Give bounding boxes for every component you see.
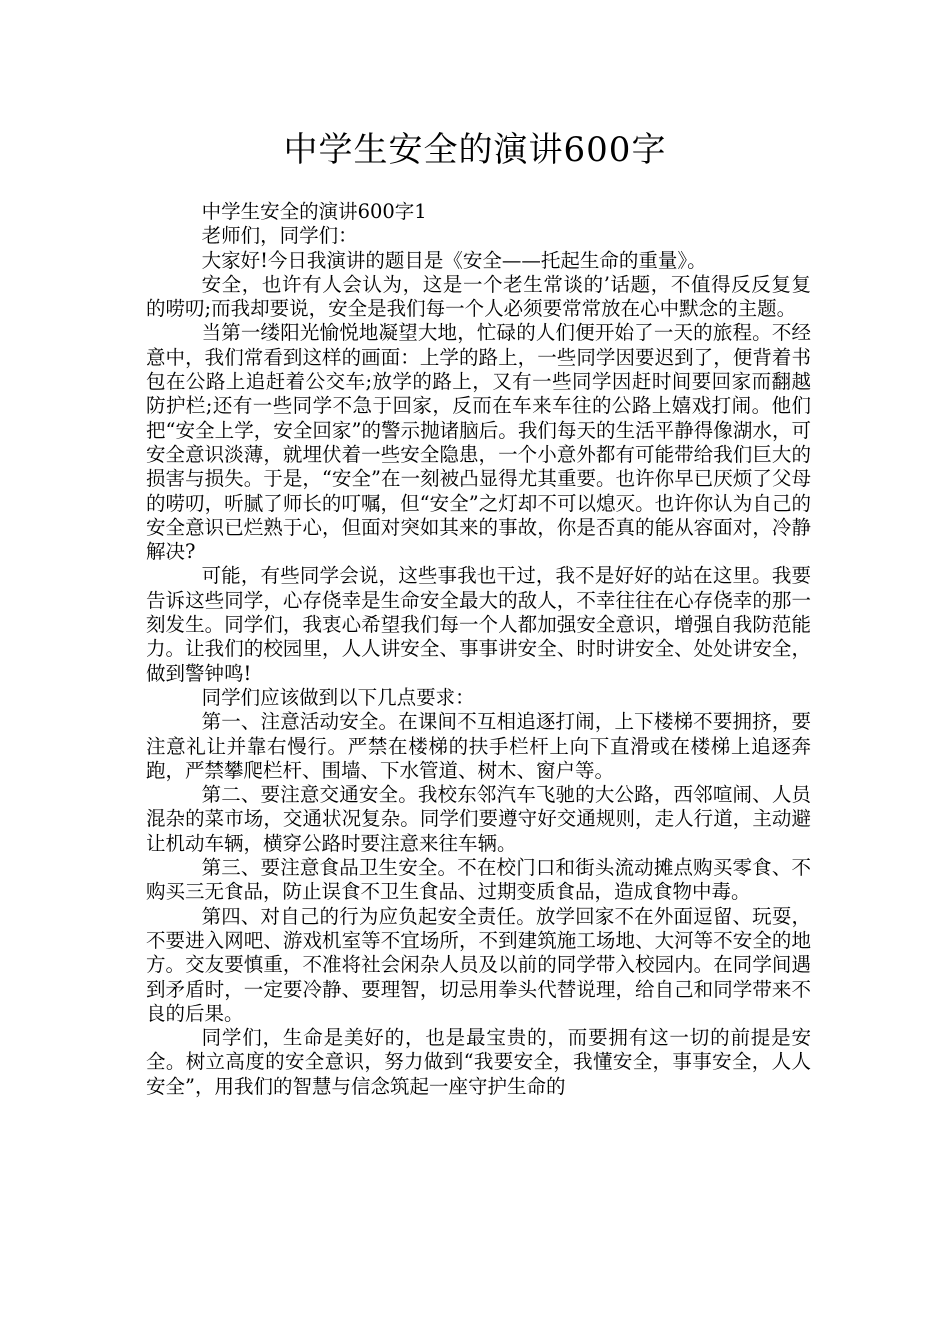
- paragraph-subtitle: 中学生安全的演讲600字1: [201, 200, 427, 223]
- document-title: 中学生安全的演讲600字: [283, 130, 667, 170]
- paragraph: 可能，有些同学会说，这些事我也干过，我不是好好的站在这里。我要告诉这些同学，心存侥幸是生命安全最大的敌人，不幸往往在心存侥幸的那一刻发生。同学们，我衷心希望我们每一个人都加强安全意识，增强自我防范能力。让我们的校园里，人人讲安全、事事讲安全、时时讲安全、处处讲安全，做到警钟鸣!: [146, 564, 811, 685]
- paragraph-rule-4: 第四、对自己的行为应负起安全责任。放学回家不在外面逗留、玩耍，不要进入网吧、游戏机室等不宜场所，不到建筑施工场地、大河等不安全的地方。交友要慎重，不准将社会闲杂人员及以前的同学带入校园内。在同学间遇到矛盾时，一定要冷静、要理智，切忌用拳头代替说理，给自己和同学带来不良的后果。: [146, 904, 811, 1025]
- paragraph-greeting: 大家好!今日我演讲的题目是《安全——托起生命的重量》。: [201, 248, 707, 272]
- document-body: [146, 200, 811, 1099]
- paragraph: 安全，也许有人会认为，这是一个老生常谈的’话题，不值得反反复复的唠叨;而我却要说，安全是我们每一个人必须要常常放在心中默念的主题。: [146, 272, 811, 321]
- paragraph: 同学们应该做到以下几点要求：: [201, 685, 475, 709]
- paragraph: 当第一缕阳光愉悦地凝望大地，忙碌的人们便开始了一天的旅程。不经意中，我们常看到这样的画面：上学的路上，一些同学因要迟到了，便背着书包在公路上追赶着公交车;放学的路上，又有一些同学因赶时间要回家而翻越防护栏;还有一些同学不急于回家，反而在车来车往的公路上嬉戏打闹。他们把“安全上学，安全回家”的警示抛诸脑后。我们每天的生活平静得像湖水，可安全意识淡薄，就埋伏着一些安全隐患，一个小意外都有可能带给我们巨大的损害与损失。于是，“安全”在一刻被凸显得尤其重要。也许你早已厌烦了父母的唠叨，听腻了师长的叮嘱，但“安全”之灯却不可以熄灭。也许你认为自己的安全意识已烂熟于心，但面对突如其来的事故，你是否真的能从容面对，冷静解决?: [146, 321, 811, 564]
- paragraph-closing: 同学们，生命是美好的，也是最宝贵的，而要拥有这一切的前提是安全。树立高度的安全意识，努力做到“我要安全，我懂安全，事事安全，人人安全”，用我们的智慧与信念筑起一座守护生命的: [146, 1026, 811, 1098]
- paragraph-salutation: 老师们，同学们：: [201, 224, 358, 248]
- paragraph-rule-2: 第二、要注意交通安全。我校东邻汽车飞驰的大公路，西邻喧闹、人员混杂的菜市场，交通状况复杂。同学们要遵守好交通规则，走人行道，主动避让机动车辆，横穿公路时要注意来往车辆。: [146, 783, 811, 855]
- paragraph-rule-3: 第三、要注意食品卫生安全。不在校门口和街头流动摊点购买零食、不购买三无食品，防止误食不卫生食品、过期变质食品，造成食物中毒。: [146, 856, 811, 904]
- paragraph-rule-1: 第一、注意活动安全。在课间不互相追逐打闹，上下楼梯不要拥挤，要注意礼让并靠右慢行。严禁在楼梯的扶手栏杆上向下直滑或在楼梯上追逐奔跑，严禁攀爬栏杆、围墙、下水管道、树木、窗户等。: [146, 710, 811, 782]
